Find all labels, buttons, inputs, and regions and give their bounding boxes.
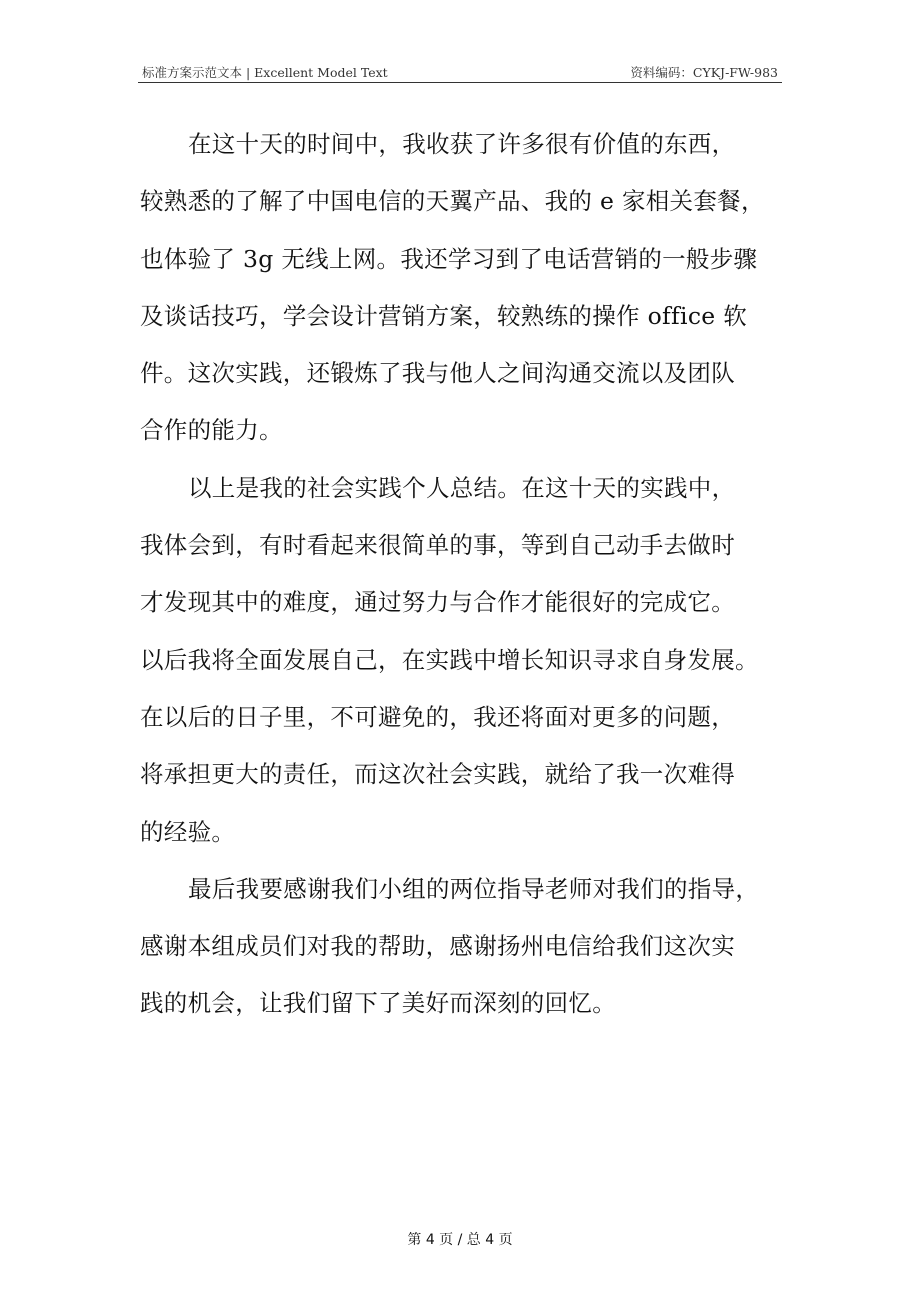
text-line: 也体验了 3g 无线上网。我还学习到了电话营销的一般步骤 [140,244,758,273]
text-line: 将承担更大的责任，而这次社会实践，就给了我一次难得 [140,760,735,789]
text-line: 的经验。 [140,817,236,846]
document-code: 资料编码：CYKJ-FW-983 [630,65,778,80]
text-line: 以上是我的社会实践个人总结。在这十天的实践中， [188,473,736,502]
text-line: 才发现其中的难度，通过努力与合作才能很好的完成它。 [140,588,735,617]
page-number: 第 4 页 / 总 4 页 [407,1232,513,1248]
text-line: 践的机会，让我们留下了美好而深刻的回忆。 [140,989,616,1018]
header-title: 标准方案示范文本 | Excellent Model Text [142,65,388,80]
text-line: 在以后的日子里，不可避免的，我还将面对更多的问题， [140,702,735,731]
text-line: 较熟悉的了解了中国电信的天翼产品、我的 e 家相关套餐， [140,187,765,216]
document-body [140,121,780,1038]
text-line: 及谈话技巧，学会设计营销方案，较熟练的操作 office 软 [140,301,748,330]
text-line: 我体会到，有时看起来很简单的事，等到自己动手去做时 [140,531,735,560]
text-line: 以后我将全面发展自己，在实践中增长知识寻求自身发展。 [140,645,759,674]
text-line: 合作的能力。 [140,416,283,445]
text-line: 最后我要感谢我们小组的两位指导老师对我们的指导， [188,874,760,903]
page-header [138,60,782,83]
text-line: 在这十天的时间中，我收获了许多很有价值的东西， [188,130,736,158]
text-line: 件。这次实践，还锻炼了我与他人之间沟通交流以及团队 [140,359,735,388]
page-footer [0,1229,920,1249]
text-line: 感谢本组成员们对我的帮助，感谢扬州电信给我们这次实 [140,932,735,961]
